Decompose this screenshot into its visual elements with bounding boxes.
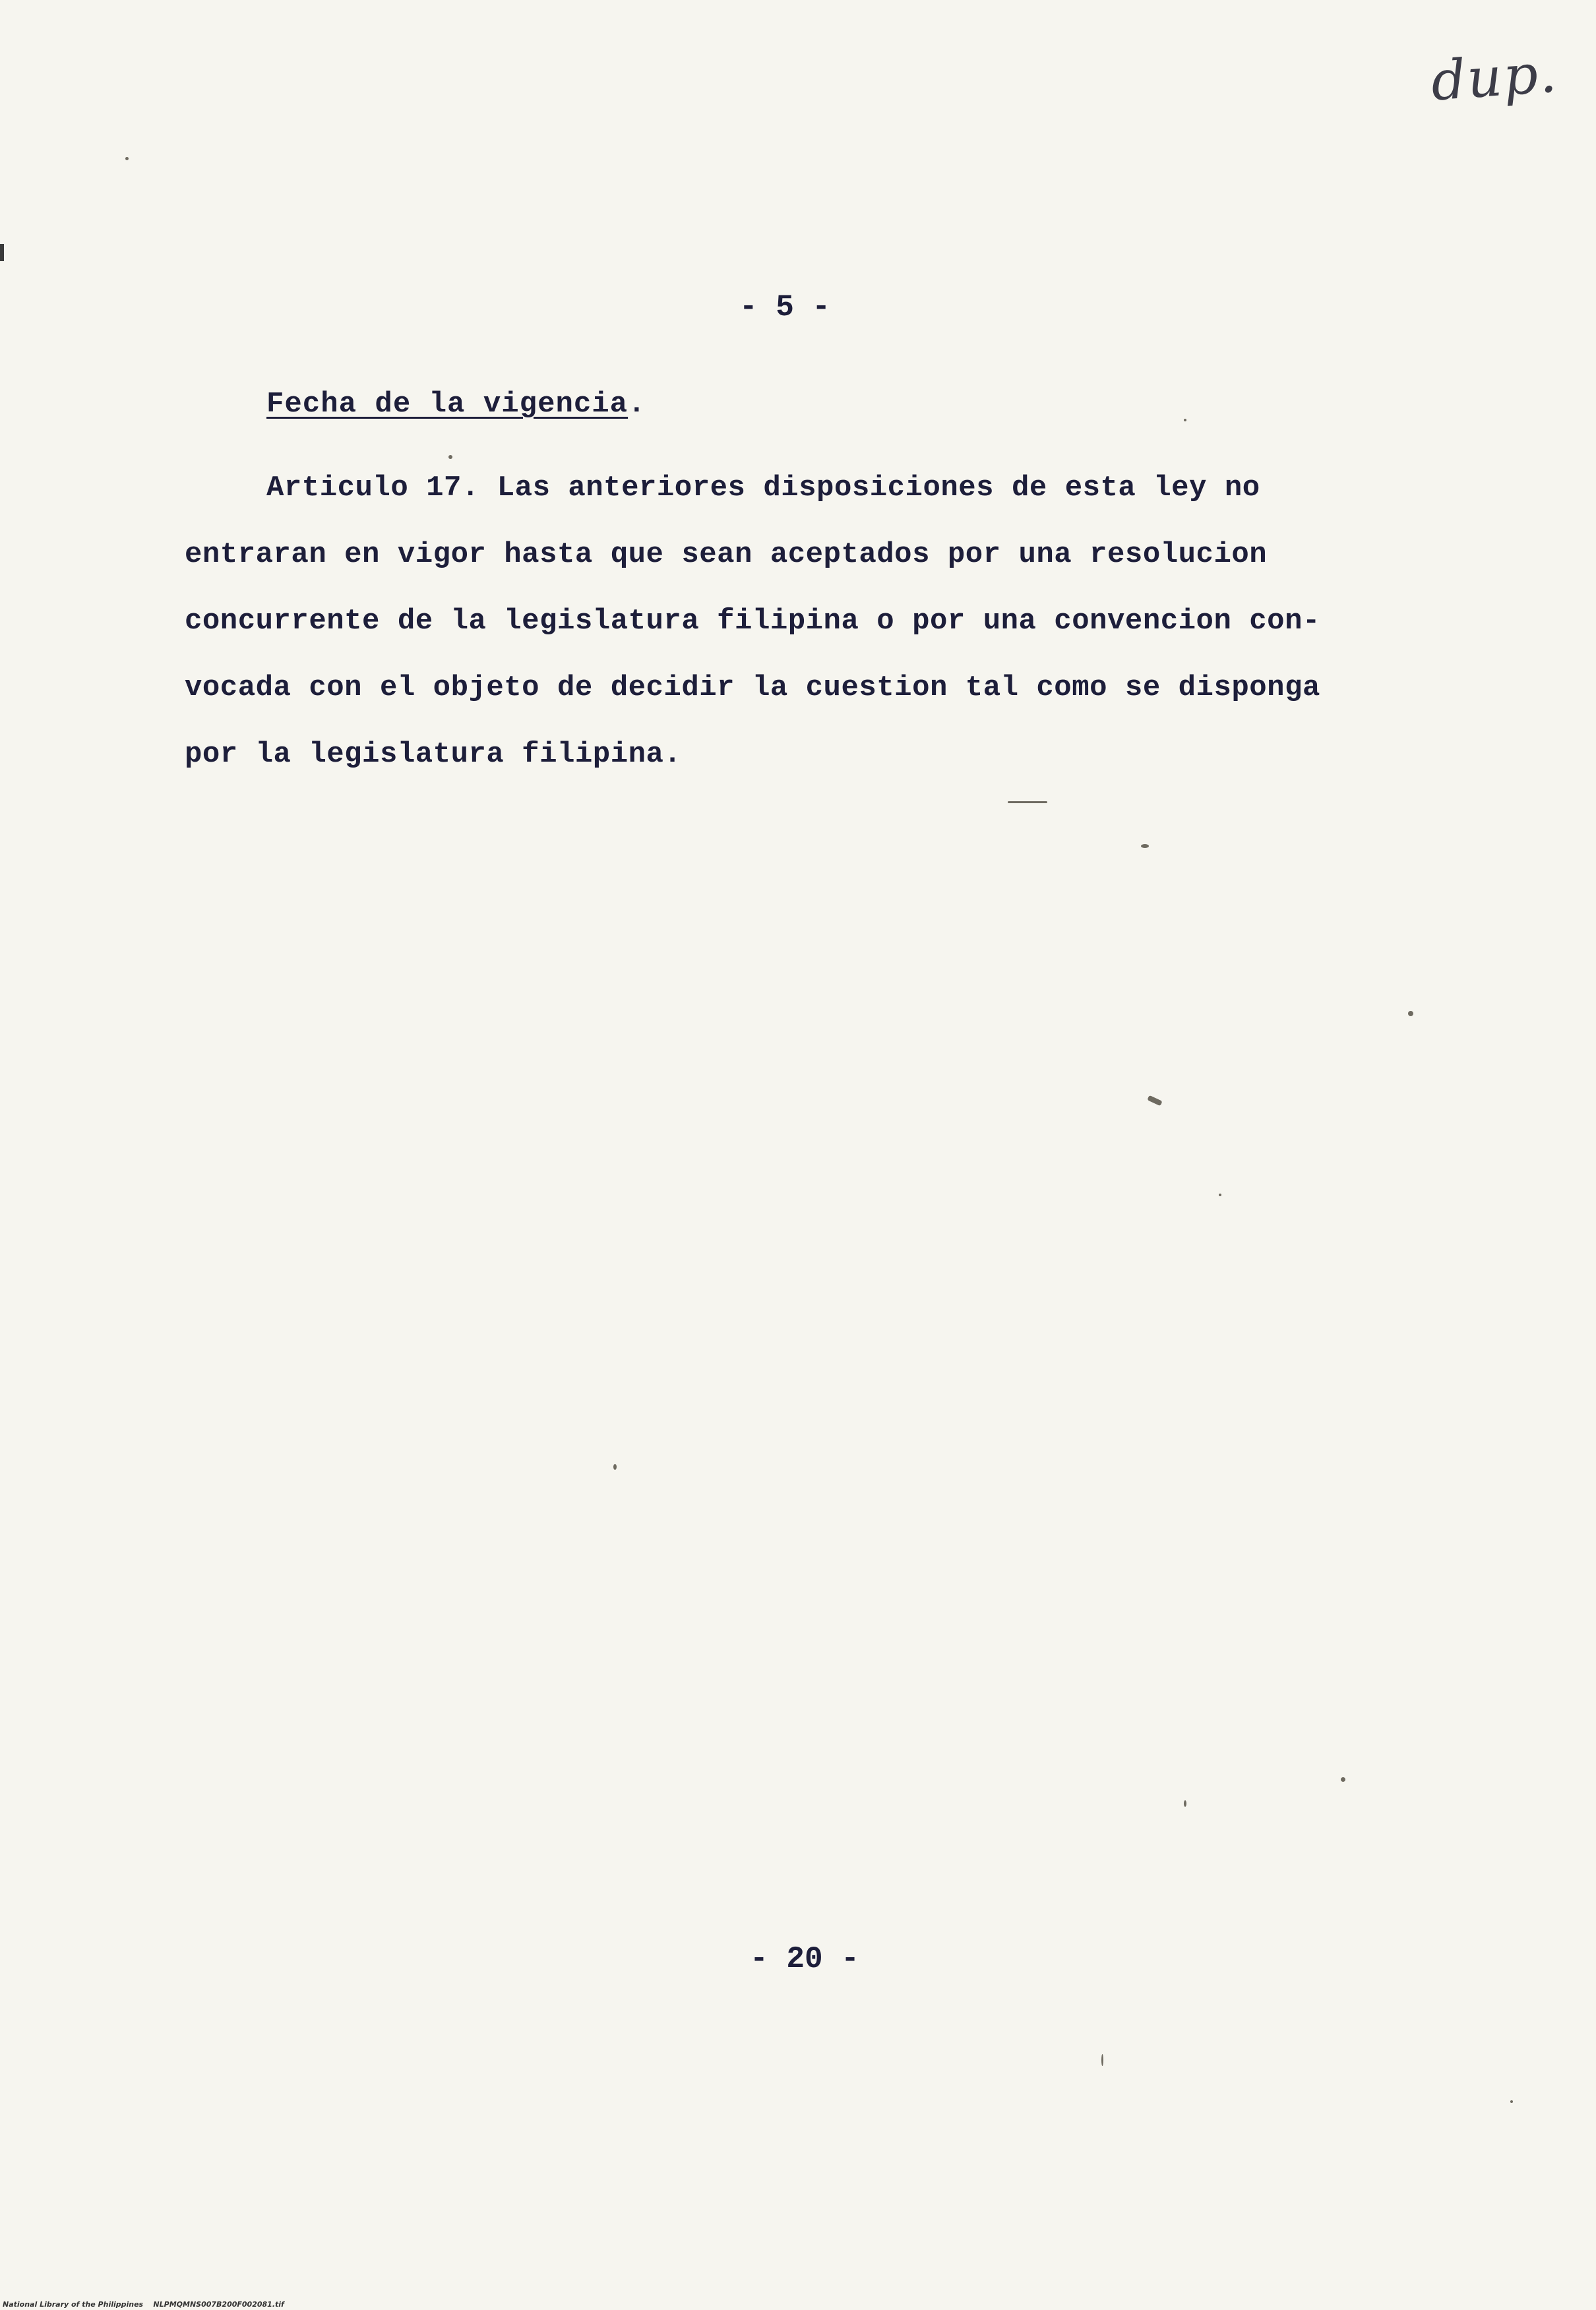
paper-speck [448, 455, 452, 459]
paper-speck [125, 157, 129, 160]
paper-speck [1341, 1777, 1345, 1782]
scan-edge-mark [0, 244, 4, 261]
handwritten-annotation: dup. [1428, 42, 1560, 113]
paper-speck [1219, 1194, 1221, 1196]
paragraph-line: Articulo 17. Las anteriores disposiciones de esta ley no [266, 471, 1260, 504]
paper-speck [1141, 844, 1149, 848]
section-heading-period: . [628, 388, 646, 421]
paper-speck [1184, 419, 1186, 421]
paper-speck [1408, 1011, 1413, 1016]
paper-speck [1184, 1800, 1186, 1807]
paragraph-line: entraran en vigor hasta que sean aceptados por una resolucion [185, 538, 1268, 571]
paper-speck [613, 1464, 617, 1470]
paper-speck [1008, 801, 1047, 803]
paragraph-line: concurrente de la legislatura filipina o por una convencion con- [185, 605, 1320, 638]
article-paragraph [185, 455, 1477, 788]
page-number-top: - 5 - [739, 290, 831, 324]
archive-stamp: National Library of the Philippines NLPMQMNS007B200F002081.tif [3, 2300, 284, 2309]
page-number-bottom: - 20 - [750, 1942, 859, 1976]
paper-speck [1510, 2100, 1513, 2103]
section-heading-text: Fecha de la vigencia [266, 388, 629, 421]
paper-speck [1147, 1095, 1162, 1107]
paragraph-line: vocada con el objeto de decidir la cuestion tal como se disponga [185, 671, 1320, 704]
paragraph-line: por la legislatura filipina. [185, 738, 682, 771]
section-heading [266, 388, 646, 421]
paper-speck [1101, 2054, 1103, 2066]
